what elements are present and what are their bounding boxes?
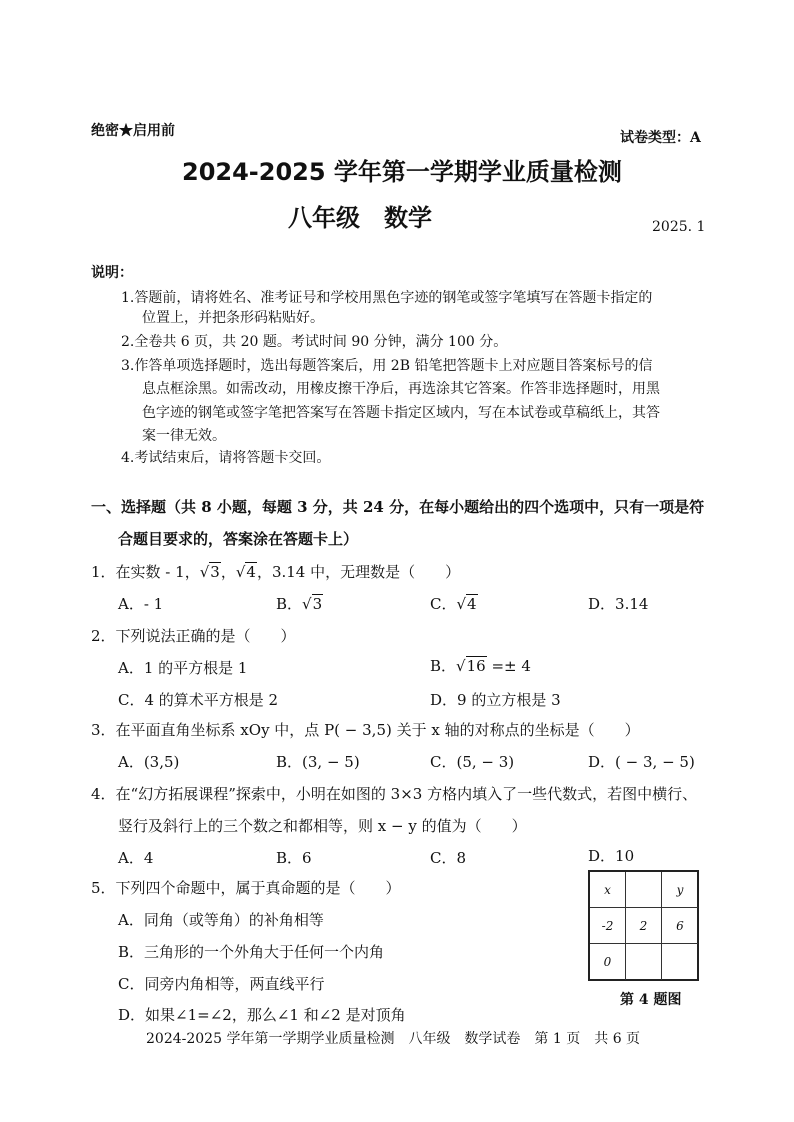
sqrt-3: √3 [199, 563, 220, 581]
page-subtitle: 八年级 数学 [288, 204, 432, 232]
question-2-stem: 2．下列说法正确的是（ ） [91, 627, 296, 645]
instructions-heading: 说明： [91, 265, 133, 281]
q5-option-b[interactable]: B．三角形的一个外角大于任何一个内角 [118, 943, 385, 961]
q3-option-c[interactable]: C．(5, − 3) [430, 753, 515, 771]
sqrt-4: √4 [235, 563, 256, 581]
grid-cell: 2 [626, 908, 662, 944]
section-heading: 一、选择题（共 8 小题，每题 3 分，共 24 分，在每小题给出的四个选项中，只有一项是符 [91, 498, 705, 516]
instruction-line: 案一律无效。 [142, 428, 226, 444]
q2-option-b[interactable]: B．√16 =± 4 [430, 657, 531, 675]
q4-option-d[interactable]: D．10 [588, 847, 635, 865]
grid-cell: -2 [590, 908, 626, 944]
question-1-stem: 1．在实数 - 1，√3，√4，3.14 中，无理数是（ ） [91, 563, 461, 581]
confidential-label: 绝密★启用前 [91, 123, 175, 139]
question-5-stem: 5．下列四个命题中，属于真命题的是（ ） [91, 879, 401, 897]
instruction-line: 2.全卷共 6 页，共 20 题。考试时间 90 分钟，满分 100 分。 [121, 334, 508, 350]
q1-option-a[interactable]: A．- 1 [118, 595, 164, 613]
instruction-line: 3.作答单项选择题时，选出每题答案后，用 2B 铅笔把答题卡上对应题目答案标号的信 [121, 358, 653, 374]
q5-option-d[interactable]: D．如果∠1=∠2，那么∠1 和∠2 是对顶角 [118, 1006, 406, 1024]
q3-option-d[interactable]: D．( − 3, − 5) [588, 753, 695, 771]
q4-option-c[interactable]: C．8 [430, 849, 467, 867]
grid-cell [662, 944, 698, 980]
question-3-stem: 3．在平面直角坐标系 xOy 中，点 P( − 3,5) 关于 x 轴的对称点的坐标是（ ） [91, 721, 640, 739]
instruction-line: 色字迹的钢笔或签字笔把答案写在答题卡指定区域内，写在本试卷或草稿纸上，其答 [142, 405, 660, 421]
q1-option-c[interactable]: C．√4 [430, 595, 477, 613]
q5-option-a[interactable]: A．同角（或等角）的补角相等 [118, 911, 324, 929]
magic-square-grid [588, 870, 699, 981]
page-footer: 2024-2025 学年第一学期学业质量检测 八年级 数学试卷 第 1 页 共 6 页 [146, 1031, 641, 1047]
grid-cell [626, 872, 662, 908]
grid-cell: x [590, 872, 626, 908]
q2-option-a[interactable]: A．1 的平方根是 1 [118, 659, 248, 677]
grid-cell [626, 944, 662, 980]
q1-option-d[interactable]: D．3.14 [588, 595, 649, 613]
question-4-stem: 4．在“幻方拓展课程”探索中，小明在如图的 3×3 方格内填入了一些代数式，若图中横行、 [91, 785, 698, 803]
figure-caption: 第 4 题图 [620, 992, 682, 1008]
q2-option-c[interactable]: C．4 的算术平方根是 2 [118, 691, 279, 709]
question-4-stem-cont: 竖行及斜行上的三个数之和都相等，则 x − y 的值为（ ） [118, 817, 527, 835]
grid-cell: y [662, 872, 698, 908]
instruction-line: 位置上，并把条形码粘贴好。 [142, 310, 324, 326]
q4-option-a[interactable]: A．4 [118, 849, 154, 867]
instruction-line: 息点框涂黑。如需改动，用橡皮擦干净后，再选涂其它答案。作答非选择题时，用黑 [142, 381, 660, 397]
instruction-line: 1.答题前，请将姓名、准考证号和学校用黑色字迹的钢笔或签字笔填写在答题卡指定的 [121, 290, 653, 306]
page-title: 2024-2025 学年第一学期学业质量检测 [182, 158, 622, 186]
grid-cell: 0 [590, 944, 626, 980]
q1-option-b[interactable]: B．√3 [276, 595, 323, 613]
q3-option-a[interactable]: A．(3,5) [118, 753, 180, 771]
paper-type-label: 试卷类型：A [620, 130, 701, 146]
grid-cell: 6 [662, 908, 698, 944]
exam-date: 2025. 1 [652, 219, 706, 235]
q4-option-b[interactable]: B．6 [276, 849, 312, 867]
instruction-line: 4.考试结束后，请将答题卡交回。 [121, 450, 331, 466]
q5-option-c[interactable]: C．同旁内角相等，两直线平行 [118, 975, 325, 993]
section-heading-cont: 合题目要求的，答案涂在答题卡上） [118, 530, 359, 548]
q2-option-d[interactable]: D．9 的立方根是 3 [430, 691, 561, 709]
q3-option-b[interactable]: B．(3, − 5) [276, 753, 360, 771]
